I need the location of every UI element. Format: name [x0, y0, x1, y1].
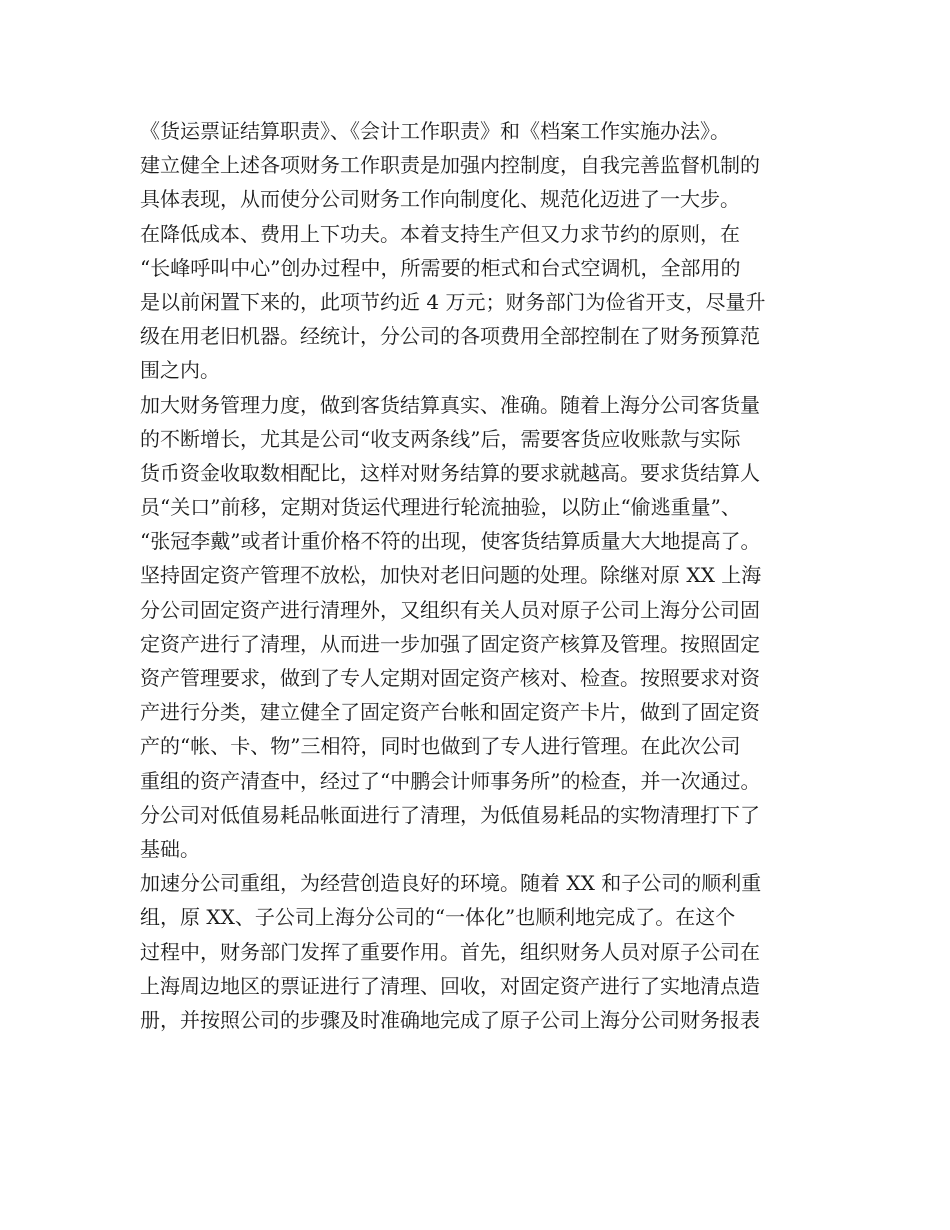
- text-line: 在降低成本、费用上下功夫。本着支持生产但又力求节约的原则，在: [140, 221, 740, 246]
- text-line: 是以前闲置下来的，此项节约近 4 万元；财务部门为俭省开支，尽量升: [140, 289, 766, 314]
- text-line: 货币资金收取数相配比，这样对财务结算的要求就越高。要求货结算人: [140, 460, 760, 485]
- text-line: 定资产进行了清理，从而进一步加强了固定资产核算及管理。按照固定: [140, 631, 760, 656]
- text-line: 基础。: [140, 836, 200, 861]
- text-line: 产进行分类，建立健全了固定资产台帐和固定资产卡片，做到了固定资: [140, 700, 760, 725]
- text-line: 册，并按照公司的步骤及时准确地完成了原子公司上海分公司财务报表: [140, 1007, 760, 1032]
- text-line: “张冠李戴”或者计重价格不符的出现，使客货结算质量大大地提高了。: [140, 529, 761, 554]
- text-line: 加速分公司重组，为经营创造良好的环境。随着 XX 和子公司的顺利重: [140, 871, 762, 896]
- text-line: 组，原 XX、子公司上海分公司的“一体化”也顺利地完成了。在这个: [140, 905, 736, 930]
- text-line: 员“关口”前移，定期对货运代理进行轮流抽验，以防止“偷逃重量”、: [140, 495, 741, 520]
- document-body: [140, 114, 830, 1037]
- text-line: 的不断增长，尤其是公司“收支两条线”后，需要客货应收账款与实际: [140, 426, 741, 451]
- text-line: 上海周边地区的票证进行了清理、回收，对固定资产进行了实地清点造: [140, 973, 760, 998]
- text-line: 产的“帐、卡、物”三相符，同时也做到了专人进行管理。在此次公司: [140, 734, 741, 759]
- text-line: 分公司固定资产进行清理外，又组织有关人员对原子公司上海分公司固: [140, 597, 760, 622]
- text-line: 级在用老旧机器。经统计，分公司的各项费用全部控制在了财务预算范: [140, 324, 760, 349]
- text-line: 围之内。: [140, 358, 220, 383]
- text-line: 建立健全上述各项财务工作职责是加强内控制度，自我完善监督机制的: [140, 153, 760, 178]
- text-line: 分公司对低值易耗品帐面进行了清理，为低值易耗品的实物清理打下了: [140, 802, 760, 827]
- text-line: “长峰呼叫中心”创办过程中，所需要的柜式和台式空调机，全部用的: [140, 255, 741, 280]
- text-line: 《货运票证结算职责》、《会计工作职责》和《档案工作实施办法》。: [140, 119, 730, 143]
- text-line: 具体表现，从而使分公司财务工作向制度化、规范化迈进了一大步。: [140, 187, 740, 212]
- text-line: 过程中，财务部门发挥了重要作用。首先，组织财务人员对原子公司在: [140, 939, 760, 964]
- text-line: 资产管理要求，做到了专人定期对固定资产核对、检查。按照要求对资: [140, 666, 760, 690]
- text-line: 重组的资产清查中，经过了“中鹏会计师事务所”的检查，并一次通过。: [140, 768, 761, 793]
- text-line: 坚持固定资产管理不放松，加快对老旧问题的处理。除继对原 XX 上海: [140, 563, 762, 588]
- text-line: 加大财务管理力度，做到客货结算真实、准确。随着上海分公司客货量: [140, 392, 760, 417]
